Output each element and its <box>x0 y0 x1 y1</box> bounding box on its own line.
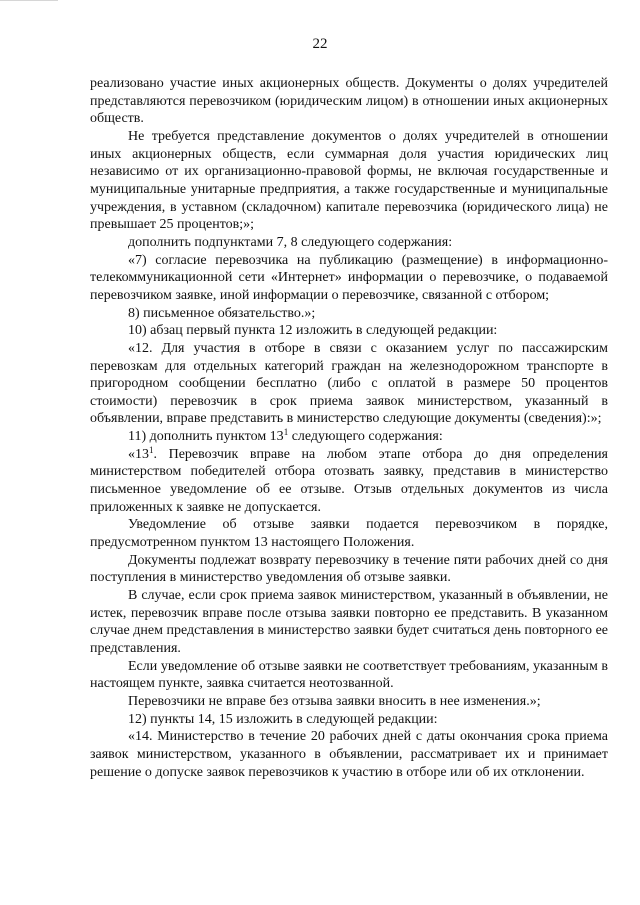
amendment-11-text-end: следующего содержания: <box>288 429 443 445</box>
page-number: 22 <box>312 36 328 52</box>
paragraph-point-13-1 <box>90 446 608 517</box>
paragraph-add-subitems: дополнить подпунктами 7, 8 следующего содержания: <box>128 234 453 250</box>
scan-corner-mark <box>0 0 58 7</box>
document-body <box>90 75 608 781</box>
paragraph-amendment-10: 10) абзац первый пункта 12 изложить в следующей редакции: <box>128 323 498 339</box>
paragraph-no-changes: Перевозчики не вправе без отзыва заявки вносить в нее изменения.»; <box>128 693 541 709</box>
paragraph-subitem-8: 8) письменное обязательство.»; <box>128 305 316 321</box>
paragraph-founders-shares: Не требуется представление документов о долях учредителей в отношении иных акционерных обществ, если суммарная доля участия юридических лиц независимо от их организационно-правовой формы, не включая государственные и муниципальные унитарные предприятия, а также государственные и муниципальные учреждения, в уставном (складочном) капитале перевозчика (юридического лица) не превышает 25 процентов;»; <box>90 128 608 233</box>
paragraph-amendment-11 <box>90 428 608 446</box>
point-13-1-prefix: «13 <box>128 446 149 462</box>
point-13-1-text: . Перевозчик вправе на любом этапе отбора до дня определения министерством победителей отбора отозвать заявку, представив в министерство письменное уведомление об ее отзыве. Отзыв отдельных документов из числа приложенных к заявке не допускается. <box>90 446 608 515</box>
superscript-1: 1 <box>149 444 154 455</box>
paragraph-continuation: реализовано участие иных акционерных обществ. Документы о долях учредителей представляются перевозчиком (юридическим лицом) в отношении иных акционерных обществ. <box>90 76 608 127</box>
paragraph-point-14: «14. Министерство в течение 20 рабочих дней с даты окончания срока приема заявок министерством, указанного в объявлении, рассматривает их и принимает решение о допуске заявок перевозчиков к участию в отборе или об их отклонении. <box>90 729 608 780</box>
paragraph-withdrawal-notice: Уведомление об отзыве заявки подается перевозчиком в порядке, предусмотренном пунктом 13 настоящего Положения. <box>90 517 608 551</box>
paragraph-resubmission: В случае, если срок приема заявок министерством, указанный в объявлении, не истек, перевозчик вправе после отзыва заявки повторно ее представить. В указанном случае днем представления в министерство заявки будет считаться день повторного ее представления. <box>90 588 608 656</box>
paragraph-documents-return: Документы подлежат возврату перевозчику в течение пяти рабочих дней со дня поступления в министерство уведомления об отзыве заявки. <box>90 552 608 586</box>
paragraph-point-12: «12. Для участия в отборе в связи с оказанием услуг по пассажирским перевозкам для отдельных категорий граждан на железнодорожном транспорте в пригородном сообщении бесплатно (либо с оплатой в размере 50 процентов стоимости) перевозчик в срок приема заявок министерством, указанный в объявлении, вправе представить в министерство следующие документы (сведения):»; <box>90 340 608 427</box>
amendment-11-text-start: 11) дополнить пунктом 13 <box>128 429 284 445</box>
paragraph-subitem-7: «7) согласие перевозчика на публикацию (размещение) в информационно-телекоммуникационной сети «Интернет» информации о перевозчике, о подаваемой перевозчиком заявке, иной информации о перевозчике, связанной с отбором; <box>90 252 608 303</box>
superscript-1: 1 <box>283 427 289 438</box>
paragraph-amendment-12: 12) пункты 14, 15 изложить в следующей редакции: <box>128 711 438 727</box>
paragraph-not-withdrawn: Если уведомление об отзыве заявки не соответствует требованиям, указанным в настоящем пункте, заявка считается неотозванной. <box>90 658 608 692</box>
